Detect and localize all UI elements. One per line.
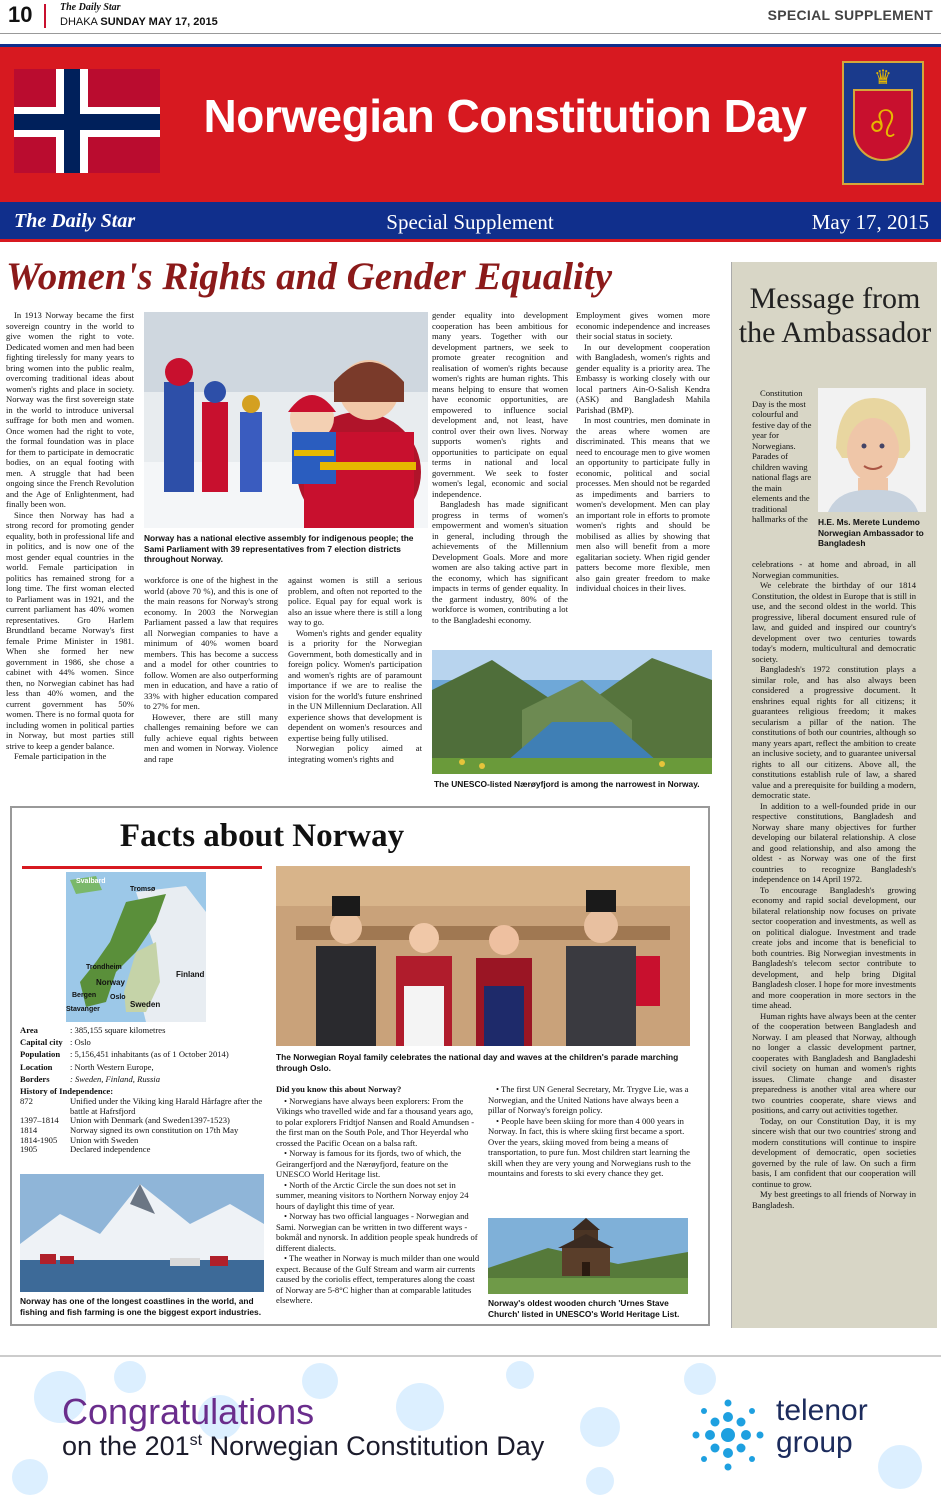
ambassador-lead	[752, 388, 812, 558]
fjord-photo	[432, 650, 712, 774]
facts-key: Area	[20, 1025, 38, 1035]
history-year: 872	[20, 1096, 33, 1107]
supplement-banner	[0, 44, 941, 202]
article-column-3	[288, 575, 422, 793]
article-paragraph: In 1913 Norway became the first sovereign country in the world to give women the right to vote. Dedicated women and men had been fighting tirelessly for many years to bring women into the public realm, overcoming traditional ideas about women's rights and place in society. Norway was the first sovereign state in the world to introduce universal suffrage for both men and women. Once women had the right to vote, the formal foundation was in place for them to participate in democratic bodies, on an equal footing with men. A struggle that had been ongoing since the French Revolution and the Age of Enlightenment, had finally been won.	[6, 310, 134, 509]
facts-value: : Oslo	[70, 1037, 91, 1048]
map-label: Oslo	[110, 994, 126, 1001]
facts-row	[20, 1073, 270, 1085]
ambassador-paragraph: My best greetings to all friends of Norway in Bangladesh.	[752, 1189, 916, 1210]
map-label: Tromsø	[130, 886, 156, 893]
stave-church-photo	[488, 1218, 688, 1294]
article-paragraph: However, there are still many challenges remaining before we can fully achieve equal rights between men and women in Norway. Violence and rape	[144, 711, 278, 764]
ambassador-paragraph: Constitution Day is the most colourful and festive day of the year for Norwegians. Parades of children waving national flags are the main elements and the traditional hallmarks of the	[752, 388, 812, 524]
facts-value: : North Western Europe,	[70, 1061, 154, 1072]
stave-church-caption: Norway's oldest wooden church 'Urnes Stave Church' listed in UNESCO's World Heritage List.	[488, 1298, 680, 1319]
crown-icon: ♛	[874, 65, 892, 89]
facts-key: Borders	[20, 1073, 50, 1084]
map-label: Trondheim	[86, 964, 122, 971]
article-column-2	[144, 575, 278, 793]
dateline	[60, 16, 218, 28]
ambassador-paragraph: To encourage Bangladesh's growing economy and rapid social development, our bilateral relationship now focuses on private sector cooperation and investments, as well as on political dialogue. Investment and trade create jobs and income that is beneficial to both countries. Big Norwegian investments in Bangladesh's telecom sector contribute to development, and help bring Digital Bangladesh closer. I hope for more investments and more cooperation in more sectors in the time ahead.	[752, 884, 916, 1010]
norway-flag-icon	[14, 69, 160, 173]
page-header-bar	[0, 0, 941, 34]
paper-name: The Daily Star	[14, 210, 136, 232]
article-column-4	[432, 310, 568, 646]
ambassador-message-sidebar	[731, 262, 937, 1328]
map-label: Finland	[176, 970, 205, 979]
map-label: Stavanger	[66, 1006, 100, 1013]
ambassador-paragraph: Bangladesh's 1972 constitution plays a similar role, and has also always been considered a progressive document. It enshrines equal rights for all citizens; it guarantees religious freedom; it makes secularism a pillar of the nation. The constitutions of both our countries, although so many years apart, reflect the ambition to create an inclusive society, and to guarantee universal rights to all our citizens. Above all, the constitutions establish rule of law, a shared value and a prerequisite for building a modern, democratic state.	[752, 664, 916, 800]
fjord-photo-caption: The UNESCO-listed Nærøyfjord is among the narrowest in Norway.	[434, 779, 700, 789]
history-year: 1397–1814	[20, 1115, 59, 1126]
facts-value: : Sweden, Finland, Russia	[70, 1073, 160, 1084]
ambassador-paragraph: celebrations - at home and abroad, in all Norwegian communities.	[752, 559, 916, 580]
facts-title: Facts about Norway	[119, 818, 405, 854]
coast-illustration	[20, 1174, 264, 1292]
article-paragraph: against women is still a serious problem, and often not reported to the police. Equal pay for equal work is also an issue where there is still a long way to go.	[288, 575, 422, 627]
lofoten-coast-photo	[20, 1174, 264, 1292]
facts-row	[20, 1048, 270, 1060]
map-label: Bergen	[72, 992, 97, 999]
facts-value: : 385,155 square kilometres	[70, 1025, 166, 1035]
history-row	[20, 1126, 270, 1136]
map-label: Svalbard	[76, 878, 106, 885]
section-label: SPECIAL SUPPLEMENT	[767, 7, 933, 23]
article-paragraph: Since then Norway has had a strong record for promoting gender equality, both in professional life and in politics, and is now one of the most gender equal countries in the world. Female participation in politics has remained strong for a long time. The first woman elected to Parliament was in 1921, and the current parliament has 40% women representatives. Gro Harlem Brundtland became Norway's first female Prime Minister in 1981. When she formed her new government in 1986, she chose a cabinet with 44% women. Since then, no Norwegian cabinet has had less than 40% women, and the current government has 50% women. There is no formal quota for including women in political parties in Norway, but most parties still strive to keep a gender balance.	[6, 509, 134, 751]
ambassador-caption: H.E. Ms. Merete Lundemo Norwegian Ambassador to Bangladesh	[818, 517, 924, 548]
ambassador-paragraph: In addition to a well-founded pride in our respective constitutions, Bangladesh and Norway share many objectives for further developing our bilateral relationship. A close and good relationship, and also among the oldest - as Norway was one of the first countries to recognize Bangladesh's independence on 14 April 1972.	[752, 800, 916, 884]
fact-item: • Norway has two official languages - Norwegian and Sami. Norwegian can be written in two different ways - bokmål and nynorsk. In addition people speak hundreds of different dialects.	[276, 1211, 478, 1253]
ambassador-paragraph: We celebrate the birthday of our 1814 Constitution, the oldest in Europe that is still in use, and the second oldest in the world. This progressive, liberal document ensured rule of law, and guided and inspired our country's development over two centuries towards today's modern, multicultural and democratic society.	[752, 580, 916, 664]
supplement-label: Special Supplement	[386, 210, 554, 234]
history-text: Union with Sweden	[70, 1134, 139, 1145]
royal-family-photo	[276, 866, 690, 1046]
ad-line-start: on the 201	[62, 1431, 190, 1461]
coat-of-arms-icon	[842, 61, 924, 185]
facts-row	[20, 1061, 270, 1073]
ambassador-portrait-illustration	[818, 388, 926, 512]
telenor-brand	[776, 1395, 868, 1459]
article-column-5	[576, 310, 710, 646]
sami-photo-caption: Norway has a national elective assembly for indigenous people; the Sami Parliament with 39 representatives from 7 election districts throughout Norway.	[144, 533, 414, 564]
history-year: 1814-1905	[20, 1134, 58, 1145]
fact-item: • Norwegians have always been explorers: From the Vikings who travelled wide and far a thousand years ago, to polar explorers Fridtjof Nansen and Roald Amundsen - the first man on the South Pole, and Thor Heyerdal who crossed the Pacific Ocean on a balsa raft.	[276, 1095, 475, 1148]
fact-item: • People have been skiing for more than 4 000 years in Norway. In fact, this is where skiing first became a sport. Over the years, skiing moved from being a means of transportation, to pure fun. Most children start learning the skill when they are very young and Norwegians rush to the mountains and forests to ski every chance they get.	[488, 1115, 691, 1178]
sami-photo-illustration	[144, 312, 428, 528]
facts-key: Population	[20, 1049, 61, 1060]
lion-shield-icon: ♌	[853, 89, 913, 161]
royal-photo-caption: The Norwegian Royal family celebrates the national day and waves at the children's parade marching through Oslo.	[276, 1052, 679, 1073]
fact-item: • The first UN General Secretary, Mr. Trygve Lie, was a Norwegian, and the United Nations have always been a pillar of Norway's foreign policy.	[488, 1084, 689, 1115]
article-paragraph: In most countries, men dominate in the areas where women are discriminated. This means that we need to encourage men to give women an opportunity to participate fully in economic, political and social processes. Men should not be regarded as impediments and barriers to women's development. Men can play an important role in efforts to promote women's rights and should be mobilised as allies by showing that men also will benefit from a more egalitarian society. When rigid gender patters become more flexible, men also gain greater freedom to make individual choices in their lives.	[576, 415, 710, 593]
telenor-advertisement	[0, 1355, 941, 1500]
history-text: Declared independence	[70, 1144, 151, 1155]
facts-row	[20, 1024, 270, 1036]
page-number: 10	[8, 2, 33, 27]
ambassador-message-title: Message from the Ambassador	[738, 282, 932, 349]
map-label: Sweden	[130, 1000, 161, 1009]
header-divider	[44, 4, 46, 28]
ad-congratulations: Congratulations	[62, 1391, 315, 1432]
article-paragraph: workforce is one of the highest in the world (above 70 %), and this is one of the main reasons for Norway's strong economy. In 2003 the Norwegian Parliament passed a law that requires all Norwegian companies to have a minimum of 40% women board members. This has become a success and a model for other countries to follow. Women are also outperforming men in education, and have a ratio of 33% with higher education compared to 27% for men.	[144, 575, 278, 711]
supplement-date: May 17, 2015	[811, 210, 929, 234]
history-text: Unified under the Viking king Harald Hårfagre after the battle at Hafrsfjord	[70, 1096, 263, 1116]
article-paragraph: Bangladesh has made significant progress in terms of women's empowerment and women's situation in general, including through the achievements of the Millennium Development Goals. More and more women are also taking active part in the economy, which has significant impacts in terms of gender equality. In the garment industry, 80% of the workforce is women, contributing a lot to the Bangladeshi economy.	[432, 499, 568, 625]
article-paragraph: In our development cooperation with Bangladesh, women's rights and gender equality is a priority area. The Embassy is working closely with our local partners Ain-O-Salish Kendra (ASK) and Bangladesh Mahila Parishad (BMP).	[576, 341, 710, 415]
facts-key: Location	[20, 1061, 53, 1072]
facts-divider	[22, 866, 262, 869]
article-paragraph: gender equality into development cooperation has been ambitious for many years. Together with our development partners, we seek to promote greater recognition and realisation of women's rights because women's rights are human rights. This means helping to ensure that women have economic opportunities, are empowered to influence social development and, not least, have control over their own lives. Norway supports women's rights and opportunities to participate on equal terms in national and local government. We seek to foster women's legal, economic and social independence.	[432, 310, 568, 499]
history-text: Union with Denmark (and Sweden1397-1523)	[70, 1115, 230, 1126]
history-text: Norway signed its own constitution on 17th May	[70, 1125, 239, 1135]
did-you-know-column-1	[276, 1084, 480, 1316]
history-row	[20, 1097, 270, 1116]
ambassador-paragraph: Today, on our Constitution Day, it is my sincere wish that our two countries' strong and modern constitutions will continue to inspire development of democratic, open societies governed by the rule of law. On such a firm basis, I am confident that our cooperation will continue to grow.	[752, 1115, 916, 1189]
facts-row	[20, 1036, 270, 1048]
did-you-know-column-2	[488, 1084, 692, 1194]
ad-ordinal-suffix: st	[189, 1432, 203, 1449]
history-title: History of Independence:	[20, 1086, 114, 1097]
article-paragraph: Women's rights and gender equality is a priority for the Norwegian Government, both domestically and in foreign policy. Women's participation and women's rights are of paramount importance if we are to realise the vision for the world's future enshrined in the UN Millennium Declaration. All experience shows that development is dependent on women's resources and expertise being fully utilised.	[288, 627, 422, 743]
supplement-subband	[0, 202, 941, 242]
history-year: 1905	[20, 1144, 38, 1155]
ambassador-body	[752, 559, 916, 1319]
fact-item: • North of the Arctic Circle the sun does not set in summer, meaning visitors to Northern Norway enjoy 24 hours of daylight this time of year.	[276, 1179, 469, 1211]
history-row	[20, 1145, 270, 1155]
fact-item: • The weather in Norway is much milder than one would expect. Because of the Gulf Stream and warm air currents caused by the coriolis effect, temperatures along the coast of Norway are 5-8°C higher than at comparable latitudes elsewhere.	[276, 1253, 480, 1305]
fjord-illustration	[432, 650, 712, 774]
article-paragraph: Employment gives women more economic independence and increases their social status in society.	[576, 310, 710, 341]
telenor-logo-icon	[690, 1397, 766, 1473]
banner-title: Norwegian Constitution Day	[203, 90, 807, 142]
ad-line-end: Norwegian Constitution Day	[202, 1431, 545, 1461]
coast-photo-caption: Norway has one of the longest coastlines in the world, and fishing and fish farming is one the biggest export industries.	[20, 1296, 262, 1317]
article-headline: Women's Rights and Gender Equality	[6, 255, 613, 298]
masthead-small: The Daily Star	[60, 2, 121, 13]
dateline-date: SUNDAY MAY 17, 2015	[100, 16, 218, 28]
telenor-brand-line-2: group	[776, 1426, 853, 1459]
article-paragraph: Norwegian policy aimed at integrating women's rights and	[288, 743, 422, 764]
history-year: 1814	[20, 1125, 38, 1135]
royal-family-illustration	[276, 866, 690, 1046]
article-paragraph: Female participation in the	[14, 751, 107, 761]
ambassador-paragraph: Human rights have always been at the center of the cooperation between Bangladesh and Norway. I am pleased that Norway, although no longer a classic development partner, cooperates with Bangladesh and Bangladeshi civil society on human and women's rights issues. Climate change and disaster preparedness is another vital area where our two countries cooperate, share views and positions, and carry out activities together.	[752, 1010, 916, 1115]
facts-value: : 5,156,451 inhabitants (as of 1 October 2014)	[70, 1049, 229, 1060]
article-column-1	[6, 310, 134, 792]
sami-family-photo	[144, 312, 428, 528]
stave-church-illustration	[488, 1218, 688, 1294]
facts-key: Capital city	[20, 1037, 63, 1048]
dateline-city: DHAKA	[60, 16, 98, 28]
facts-about-norway-box	[10, 806, 710, 1326]
map-label: Norway	[96, 978, 125, 987]
ad-occasion-line	[62, 1431, 544, 1462]
ambassador-portrait	[818, 388, 926, 512]
fact-item: • Norway is famous for its fjords, two of which, the Geirangerfjord and the Nærøyfjord, feature on the UNESCO World Heritage list.	[276, 1148, 462, 1179]
facts-table	[20, 1024, 270, 1156]
norway-map	[66, 872, 206, 1022]
did-you-know-title: Did you know this about Norway?	[276, 1084, 402, 1094]
telenor-brand-line-1: telenor	[776, 1394, 868, 1427]
